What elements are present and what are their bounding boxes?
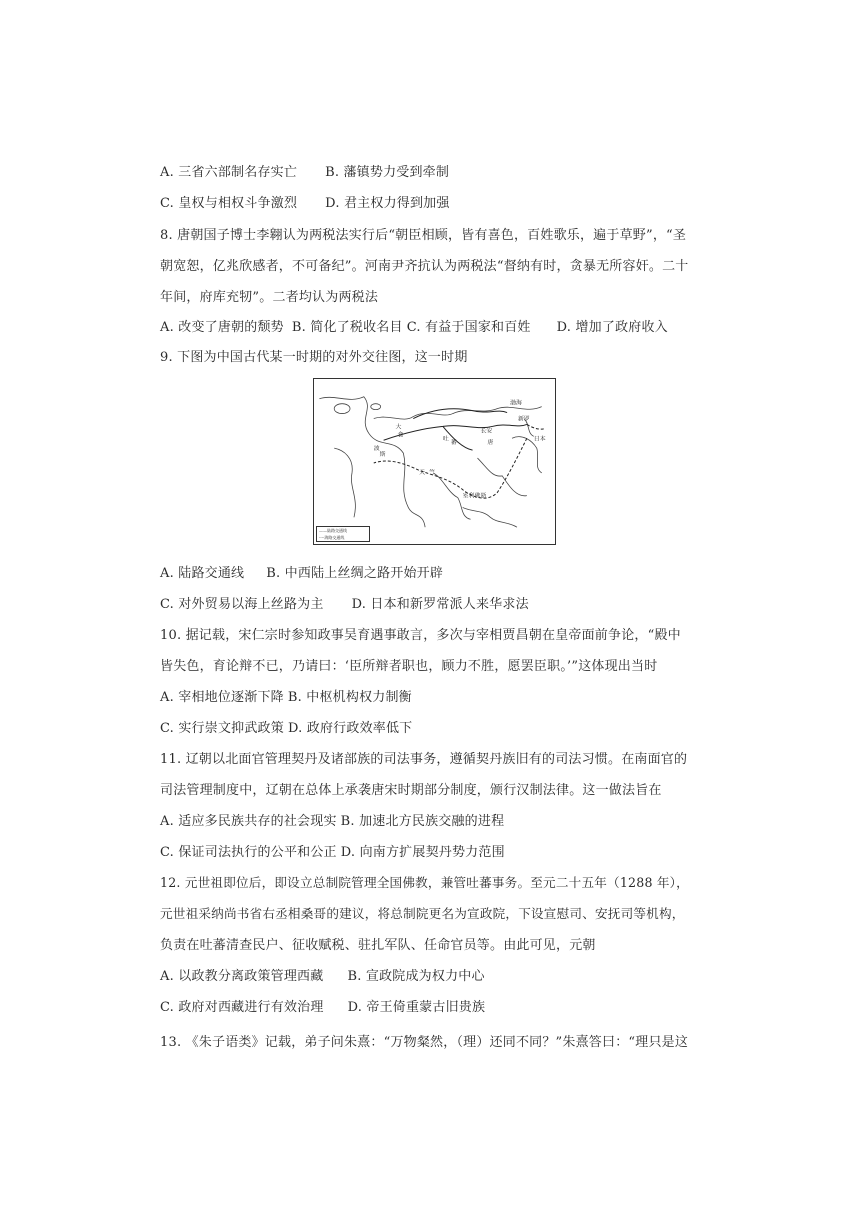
q7-option-d: D. 君主权力得到加强 xyxy=(325,196,450,211)
q7-option-b: B. 藩镇势力受到牵制 xyxy=(325,165,450,180)
q9-stem: 9. 下图为中国古代某一时期的对外交往图，这一时期 xyxy=(160,350,468,365)
map-label-0: 大 xyxy=(395,424,402,431)
map-label-13: 渤海 xyxy=(510,400,522,407)
q11-option-a: A. 适应多民族共存的社会现实 xyxy=(160,814,337,829)
q12-options-row2 xyxy=(160,996,485,1015)
map-label-11: 长安 xyxy=(480,428,493,435)
q8-options xyxy=(160,316,668,335)
q7-options-row2 xyxy=(160,192,450,211)
map-label-5: 蕃 xyxy=(450,440,457,447)
q10-stem-line2: 皆失色，育论辩不已，乃请曰：‘臣所辩者职也，顾力不胜，愿罢臣职。’”这体现出当时 xyxy=(160,659,658,674)
q12-option-a: A. 以政教分离政策管理西藏 xyxy=(160,969,324,984)
q10-option-a: A. 宰相地位逐渐下降 xyxy=(160,690,284,705)
q8-option-a: A. 改变了唐朝的颓势 xyxy=(160,320,284,335)
q12-options-row1 xyxy=(160,965,485,984)
map-label-4: 吐 xyxy=(442,436,449,443)
map-label-10: 日本 xyxy=(533,436,546,443)
q9-options-row1 xyxy=(160,562,443,581)
q12-option-b: B. 宣政院成为权力中心 xyxy=(347,969,485,984)
q10-option-c: C. 实行崇文抑武政策 xyxy=(160,721,284,736)
map-label-6: 波 xyxy=(373,446,380,453)
map-label-2: 天 xyxy=(419,469,426,476)
q10-option-d: D. 政府行政效率低下 xyxy=(287,721,413,736)
q12-option-c: C. 政府对西藏进行有效治理 xyxy=(160,1000,324,1015)
q11-stem-line2: 司法管理制度中，辽朝在总体上承袭唐宋时期部分制度，颁行汉制法律。这一做法旨在 xyxy=(160,783,662,798)
q8-option-c: C. 有益于国家和百姓 xyxy=(406,320,531,335)
map-label-1: 食 xyxy=(397,432,404,439)
q9-option-c: C. 对外贸易以海上丝路为主 xyxy=(160,597,324,612)
q10-stem-line1: 10. 据记载，宋仁宗时参知政事吴育遇事敢言，多次与宰相贾昌朝在皇帝面前争论，“殿中 xyxy=(160,628,681,643)
foreign-exchange-map xyxy=(313,378,556,545)
q12-stem-line3: 负责在吐蕃清查民户、征收赋税、驻扎军队、任命官员等。由此可见，元朝 xyxy=(160,938,596,953)
map-label-7: 斯 xyxy=(379,452,386,459)
map-label-8: 唐 xyxy=(487,440,494,447)
q9-option-a: A. 陆路交通线 xyxy=(160,566,245,581)
map-label-12: 室利佛逝 xyxy=(462,493,487,500)
q8-option-b: B. 简化了税收名目 xyxy=(291,320,403,335)
q9-option-b: B. 中西陆上丝绸之路开始开辟 xyxy=(266,566,444,581)
q7-option-c: C. 皇权与相权斗争激烈 xyxy=(160,196,298,211)
q12-stem-line1: 12. 元世祖即位后，即设立总制院管理全国佛教，兼管吐蕃事务。至元二十五年（1288 年）， xyxy=(160,875,689,890)
q11-options-row1 xyxy=(160,810,504,829)
q11-option-b: B. 加速北方民族交融的进程 xyxy=(340,814,505,829)
q11-option-c: C. 保证司法执行的公平和公正 xyxy=(160,845,337,860)
q8-stem-line1: 8. 唐朝国子博士李翱认为两税法实行后“朝臣相顾，皆有喜色，百姓歌乐，遍于草野”，“圣 xyxy=(160,228,687,243)
q11-options-row2 xyxy=(160,841,505,860)
map-label-9: 新罗 xyxy=(517,416,530,423)
map-drawing xyxy=(314,379,555,544)
q11-option-d: D. 向南方扩展契丹势力范围 xyxy=(340,845,505,860)
legend-land: ——陆路交通线 xyxy=(319,528,347,533)
q12-stem-line2: 元世祖采纳尚书省右丞相桑哥的建议，将总制院更名为宣政院，下设宣慰司、安抚司等机构， xyxy=(160,906,685,921)
q10-options-row2 xyxy=(160,717,412,736)
q9-options-row2 xyxy=(160,593,529,612)
q10-options-row1 xyxy=(160,686,412,705)
map-label-3: 竺 xyxy=(429,469,435,476)
q8-option-d: D. 增加了政府收入 xyxy=(556,320,668,335)
q7-options-row1 xyxy=(160,161,449,180)
q8-stem-line2: 朝宽恕，亿兆欣感者，不可备纪”。河南尹齐抗认为两税法“督纳有时，贪暴无所容奸。二十 xyxy=(160,259,689,274)
q12-option-d: D. 帝王倚重蒙古旧贵族 xyxy=(347,1000,486,1015)
q8-stem-line3: 年间，府库充牣”。二者均认为两税法 xyxy=(160,290,379,305)
q7-option-a: A. 三省六部制名存实亡 xyxy=(160,165,298,180)
q9-option-d: D. 日本和新罗常派人来华求法 xyxy=(351,597,529,612)
q13-stem-line1: 13. 《朱子语类》记载，弟子问朱熹：“万物粲然，（理）还同不同？”朱熹答曰：“理只是这 xyxy=(160,1035,689,1050)
q11-stem-line1: 11. 辽朝以北面官管理契丹及诸部族的司法事务，遵循契丹族旧有的司法习惯。在南面官的 xyxy=(160,752,688,767)
map-legend xyxy=(316,526,370,542)
q10-option-b: B. 中枢机构权力制衡 xyxy=(287,690,412,705)
legend-sea: ----海路交通线 xyxy=(319,535,345,540)
